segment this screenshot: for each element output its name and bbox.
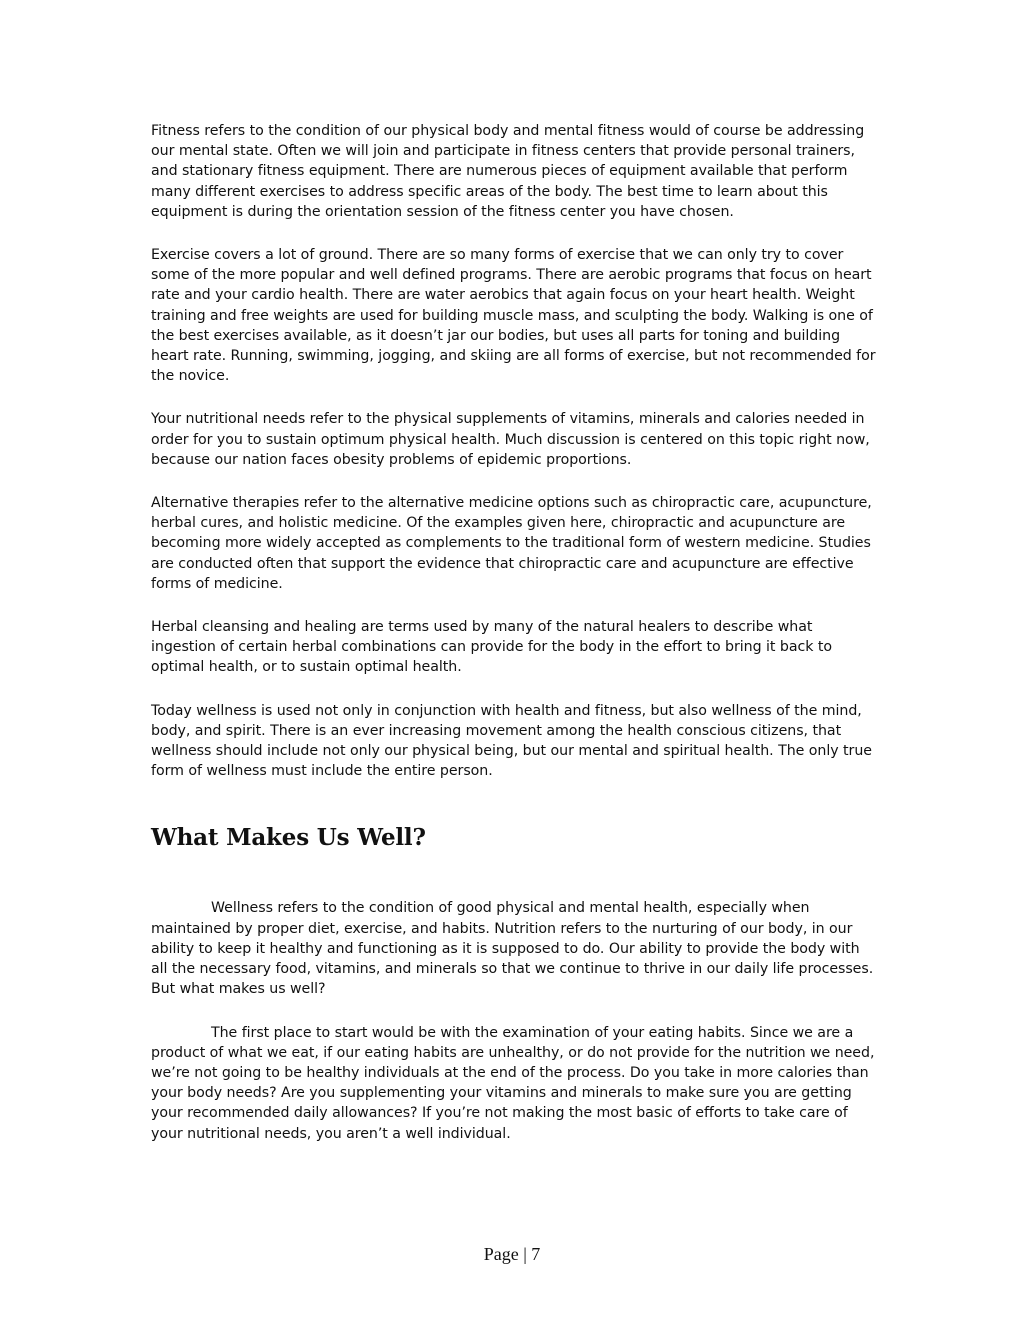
- paragraph-fitness: Fitness refers to the condition of our physical body and mental fitness would of course be addressing our mental state. Often we will join and participate in fitness centers that provide personal trainers, and stationary fitness equipment. There are numerous pieces of equipment available that perform many different exercises to address specific areas of the body. The best time to learn about this equipment is during the orientation session of the fitness center you have chosen.: [151, 123, 865, 220]
- page-number: Page | 7: [483, 1244, 541, 1264]
- paragraph-wellness-today: Today wellness is used not only in conjunction with health and fitness, but also wellness of the mind, body, and spirit. There is an ever increasing movement among the health conscious citizens, that wellness should include not only our physical being, but our mental and spiritual health. The only true form of wellness must include the entire person.: [151, 702, 872, 780]
- paragraph-nutrition: Your nutritional needs refer to the physical supplements of vitamins, minerals and calories needed in order for you to sustain optimum physical health. Much discussion is centered on this topic right now, because our nation faces obesity problems of epidemic proportions.: [151, 411, 870, 468]
- paragraph-herbal-cleansing: Herbal cleansing and healing are terms used by many of the natural healers to describe what ingestion of certain herbal combinations can provide for the body in the effort to bring it back to optimal health, or to sustain optimal health.: [151, 619, 833, 676]
- paragraph-exercise: Exercise covers a lot of ground. There are so many forms of exercise that we can only try to cover some of the more popular and well defined programs. There are aerobic programs that focus on heart rate and your cardio health. There are water aerobics that again focus on your heart health. Weight training and free weights are used for building muscle mass, and sculpting the body. Walking is one of the best exercises available, as it doesn’t jar our bodies, but uses all parts for toning and building heart rate. Running, swimming, jogging, and skiing are all forms of exercise, but not recommended for the novice.: [151, 247, 876, 385]
- section-heading: What Makes Us Well?: [151, 824, 426, 852]
- paragraph-wellness-definition: Wellness refers to the condition of good physical and mental health, especially when maintained by proper diet, exercise, and habits. Nutrition refers to the nurturing of our body, in our ability to keep it healthy and functioning as it is supposed to do. Our ability to provide the body with all the necessary food, vitamins, and minerals so that we continue to thrive in our daily life processes. But what makes us well?: [151, 900, 874, 998]
- page-content: [151, 121, 876, 1167]
- paragraph-eating-habits: The first place to start would be with the examination of your eating habits. Since we are a product of what we eat, if our eating habits are unhealthy, or do not provide for the nutrition we need, we’re not going to be healthy individuals at the end of the process. Do you take in more calories than your body needs? Are you supplementing your vitamins and minerals to make sure you are getting your recommended daily allowances? If you’re not making the most basic of efforts to take care of your nutritional needs, you aren’t a well individual.: [151, 1024, 875, 1142]
- paragraph-alternative-therapies: Alternative therapies refer to the alternative medicine options such as chiropractic care, acupuncture, herbal cures, and holistic medicine. Of the examples given here, chiropractic and acupuncture are becoming more widely accepted as complements to the traditional form of western medicine. Studies are conducted often that support the evidence that chiropractic care and acupuncture are effective forms of medicine.: [151, 495, 872, 592]
